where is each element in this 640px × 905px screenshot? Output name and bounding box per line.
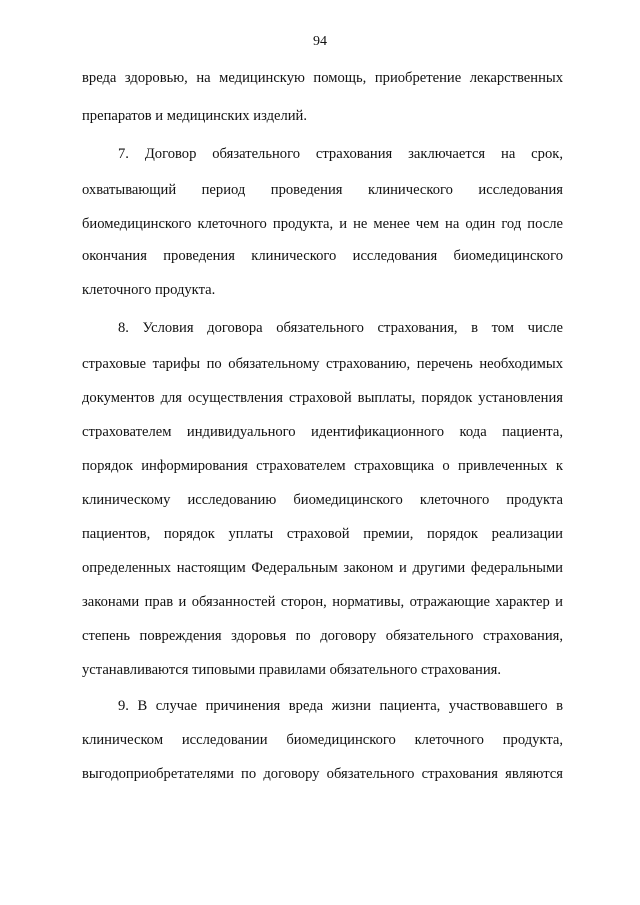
paragraph-7-line-1: 7. Договор обязательного страхования заключается на срок, [118,146,563,162]
paragraph-7-line-3: биомедицинского клеточного продукта, и не менее чем на один год после [82,216,563,232]
paragraph-1-line-1: вреда здоровью, на медицинскую помощь, приобретение лекарственных [82,70,563,86]
paragraph-8-line-6: клиническому исследованию биомедицинского клеточного продукта [82,492,563,508]
paragraph-7-line-4: окончания проведения клинического исследования биомедицинского [82,248,563,264]
page-number: 94 [313,34,327,49]
paragraph-8-line-10: степень повреждения здоровья по договору обязательного страхования, [82,628,563,644]
paragraph-8-line-11: устанавливаются типовыми правилами обязательного страхования. [82,662,501,678]
paragraph-8-line-3: документов для осуществления страховой выплаты, порядок установления [82,390,563,406]
paragraph-8-line-1: 8. Условия договора обязательного страхования, в том числе [118,320,563,336]
paragraph-1-line-2: препаратов и медицинских изделий. [82,108,308,124]
paragraph-9-line-2: клиническом исследовании биомедицинского клеточного продукта, [82,732,563,748]
paragraph-9-line-1: 9. В случае причинения вреда жизни пациента, участвовавшего в [118,698,563,714]
paragraph-8-line-8: определенных настоящим Федеральным законом и другими федеральными [82,560,563,576]
paragraph-9-line-3: выгодоприобретателями по договору обязательного страхования являются [82,766,563,782]
paragraph-8-line-4: страхователем индивидуального идентификационного кода пациента, [82,424,563,440]
paragraph-8-line-7: пациентов, порядок уплаты страховой премии, порядок реализации [82,526,563,542]
paragraph-7-line-2: охватывающий период проведения клинического исследования [82,182,563,198]
paragraph-7-line-5: клеточного продукта. [82,282,216,298]
paragraph-8-line-5: порядок информирования страхователем страховщика о привлеченных к [82,458,563,474]
paragraph-8-line-2: страховые тарифы по обязательному страхованию, перечень необходимых [82,356,563,372]
paragraph-8-line-9: законами прав и обязанностей сторон, нормативы, отражающие характер и [82,594,563,610]
